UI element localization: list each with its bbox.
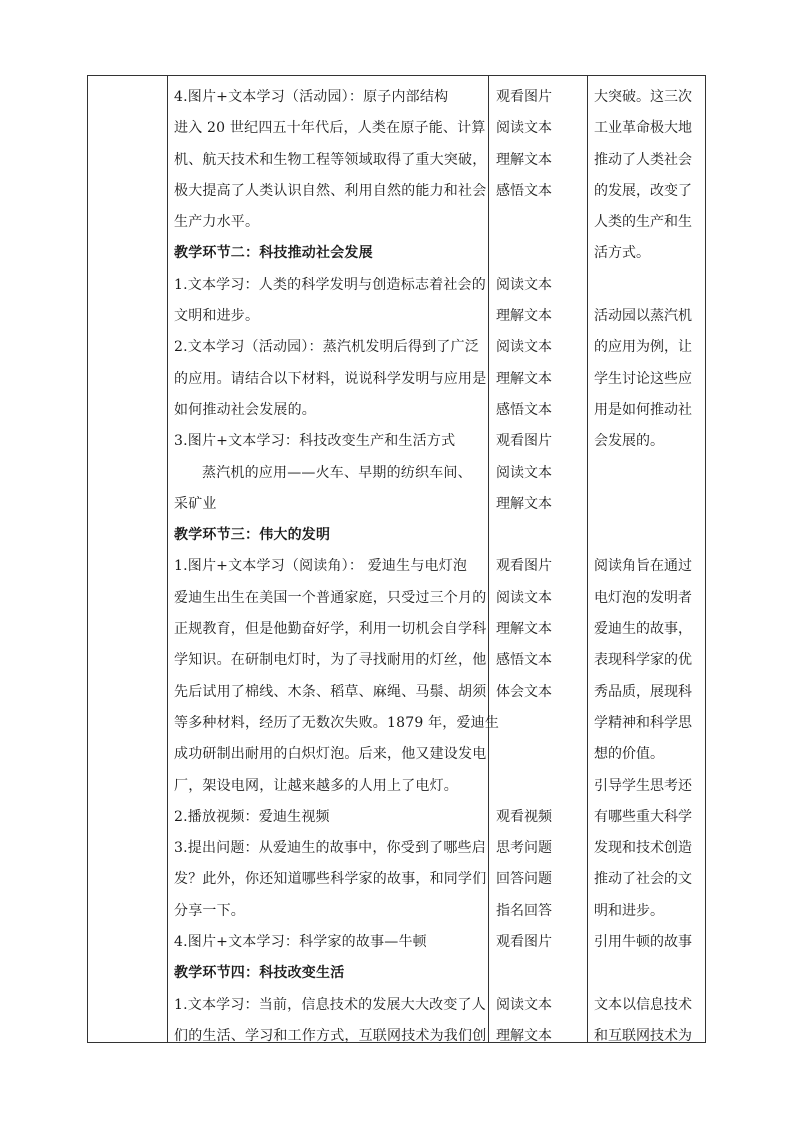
intent-line: 爱迪生的故事， xyxy=(594,621,692,638)
activity-line xyxy=(496,708,586,739)
activity-line: 理解文本 xyxy=(496,495,552,512)
content-line: 等多种材料，经历了无数次失败。1879 年，爱迪生 xyxy=(174,714,500,731)
design-intent-column xyxy=(594,82,704,1052)
student-activity-column xyxy=(496,82,586,1052)
intent-line: 推动了社会的文 xyxy=(594,871,692,888)
content-line: 爱迪生出生在美国一个普通家庭，只受过三个月的 xyxy=(174,589,487,606)
intent-line: 引用牛顿的故事 xyxy=(594,934,692,951)
activity-line: 阅读文本 xyxy=(496,120,552,137)
intent-line: 文本以信息技术 xyxy=(594,996,692,1013)
intent-line: 用是如何推动社 xyxy=(594,401,692,418)
content-line: 机、航天技术和生物工程等领域取得了重大突破， xyxy=(174,151,487,168)
section-heading: 教学环节三：伟大的发明 xyxy=(174,527,331,544)
activity-line: 指名回答 xyxy=(496,902,552,919)
content-line: 生产力水平。 xyxy=(174,214,260,231)
activity-line: 阅读文本 xyxy=(496,339,552,356)
content-line: 极大提高了人类认识自然、利用自然的能力和社会 xyxy=(174,182,487,199)
column-divider xyxy=(587,76,588,1042)
content-line: 学知识。在研制电灯时，为了寻找耐用的灯丝，他 xyxy=(174,652,487,669)
activity-line: 理解文本 xyxy=(496,1027,552,1044)
content-line: 3.提出问题：从爱迪生的故事中，你受到了哪些启 xyxy=(174,840,486,857)
intent-line: 大突破。这三次 xyxy=(594,89,692,105)
content-line: 1.图片+文本学习（阅读角）： 爱迪生与电灯泡 xyxy=(174,558,468,575)
column-divider xyxy=(488,76,489,1042)
content-line: 文明和进步。 xyxy=(174,308,260,325)
content-line: 正规教育，但是他勤奋好学，利用一切机会自学科 xyxy=(174,621,487,638)
intent-line: 学精神和科学思 xyxy=(594,714,692,731)
content-line: 采矿业 xyxy=(174,495,217,512)
activity-line xyxy=(496,520,586,551)
content-line: 分享一下。 xyxy=(174,902,245,919)
intent-line: 工业革命极大地 xyxy=(594,120,692,137)
activity-line: 观看图片 xyxy=(496,558,552,575)
section-heading: 教学环节四：科技改变生活 xyxy=(174,965,345,982)
column-divider xyxy=(167,76,168,1042)
content-line: 先后试用了棉线、木条、稻草、麻绳、马鬃、胡须 xyxy=(174,683,487,700)
content-line: 厂，架设电网，让越来越多的人用上了电灯。 xyxy=(174,777,458,794)
content-line: 4.图片+文本学习（活动园）：原子内部结构 xyxy=(174,89,449,105)
intent-line: 明和进步。 xyxy=(594,902,664,919)
activity-line: 观看图片 xyxy=(496,89,552,105)
intent-line: 阅读角旨在通过 xyxy=(594,558,692,575)
intent-line: 的应用为例，让 xyxy=(594,339,692,356)
activity-line: 理解文本 xyxy=(496,151,552,168)
activity-line xyxy=(496,207,586,238)
activity-line: 感悟文本 xyxy=(496,182,552,199)
activity-line: 感悟文本 xyxy=(496,401,552,418)
intent-line xyxy=(594,489,704,520)
activity-line xyxy=(496,238,586,269)
activity-line xyxy=(496,771,586,802)
content-line: 发？此外，你还知道哪些科学家的故事，和同学们 xyxy=(174,871,487,888)
activity-line: 观看图片 xyxy=(496,934,552,951)
activity-line: 阅读文本 xyxy=(496,996,552,1013)
content-line: 进入 20 世纪四五十年代后，人类在原子能、计算 xyxy=(174,120,486,137)
intent-line: 会发展的。 xyxy=(594,433,664,450)
content-line: 4.图片+文本学习：科学家的故事—牛顿 xyxy=(174,934,427,951)
intent-line: 电灯泡的发明者 xyxy=(594,589,692,606)
intent-line xyxy=(594,520,704,551)
intent-line: 想的价值。 xyxy=(594,746,664,763)
intent-line: 秀品质，展现科 xyxy=(594,683,692,700)
intent-line: 有哪些重大科学 xyxy=(594,808,692,825)
intent-line xyxy=(594,458,704,489)
content-line: 1.文本学习：人类的科学发明与创造标志着社会的 xyxy=(174,276,486,293)
intent-line: 发现和技术创造 xyxy=(594,840,692,857)
activity-line: 理解文本 xyxy=(496,370,552,387)
activity-line xyxy=(496,739,586,770)
activity-line: 回答问题 xyxy=(496,871,552,888)
intent-line: 学生讨论这些应 xyxy=(594,370,692,387)
intent-line xyxy=(594,958,704,989)
activity-line: 阅读文本 xyxy=(496,589,552,606)
activity-line: 体会文本 xyxy=(496,683,552,700)
activity-line: 观看图片 xyxy=(496,433,552,450)
activity-line xyxy=(496,958,586,989)
intent-line: 和互联网技术为 xyxy=(594,1027,692,1044)
lesson-plan-table xyxy=(87,75,706,1043)
content-line: 成功研制出耐用的白炽灯泡。后来，他又建设发电 xyxy=(174,746,487,763)
intent-line: 的发展，改变了 xyxy=(594,182,692,199)
intent-line: 表现科学家的优 xyxy=(594,652,692,669)
activity-line: 思考问题 xyxy=(496,840,552,857)
teaching-content-column xyxy=(174,82,500,1052)
intent-line xyxy=(594,270,704,301)
intent-line: 人类的生产和生 xyxy=(594,214,692,231)
intent-line: 活动园以蒸汽机 xyxy=(594,308,692,325)
activity-line: 理解文本 xyxy=(496,308,552,325)
content-line: 2.文本学习（活动园）：蒸汽机发明后得到了广泛 xyxy=(174,339,479,356)
intent-line: 推动了人类社会 xyxy=(594,151,692,168)
content-line: 3.图片+文本学习：科技改变生产和生活方式 xyxy=(174,433,456,450)
content-line: 们的生活、学习和工作方式，互联网技术为我们创 xyxy=(174,1027,487,1044)
intent-line: 活方式。 xyxy=(594,245,650,262)
content-line: 如何推动社会发展的。 xyxy=(174,401,316,418)
content-line: 1.文本学习：当前，信息技术的发展大大改变了人 xyxy=(174,996,486,1013)
activity-line: 感悟文本 xyxy=(496,652,552,669)
content-line: 的应用。请结合以下材料，说说科学发明与应用是 xyxy=(174,370,487,387)
section-heading: 教学环节二：科技推动社会发展 xyxy=(174,245,373,262)
content-line: 2.播放视频：爱迪生视频 xyxy=(174,808,330,825)
content-line: 蒸汽机的应用——火车、早期的纺织车间、 xyxy=(202,464,472,481)
activity-line: 理解文本 xyxy=(496,621,552,638)
intent-line: 引导学生思考还 xyxy=(594,777,692,794)
activity-line: 观看视频 xyxy=(496,808,552,825)
activity-line: 阅读文本 xyxy=(496,464,552,481)
activity-line: 阅读文本 xyxy=(496,276,552,293)
